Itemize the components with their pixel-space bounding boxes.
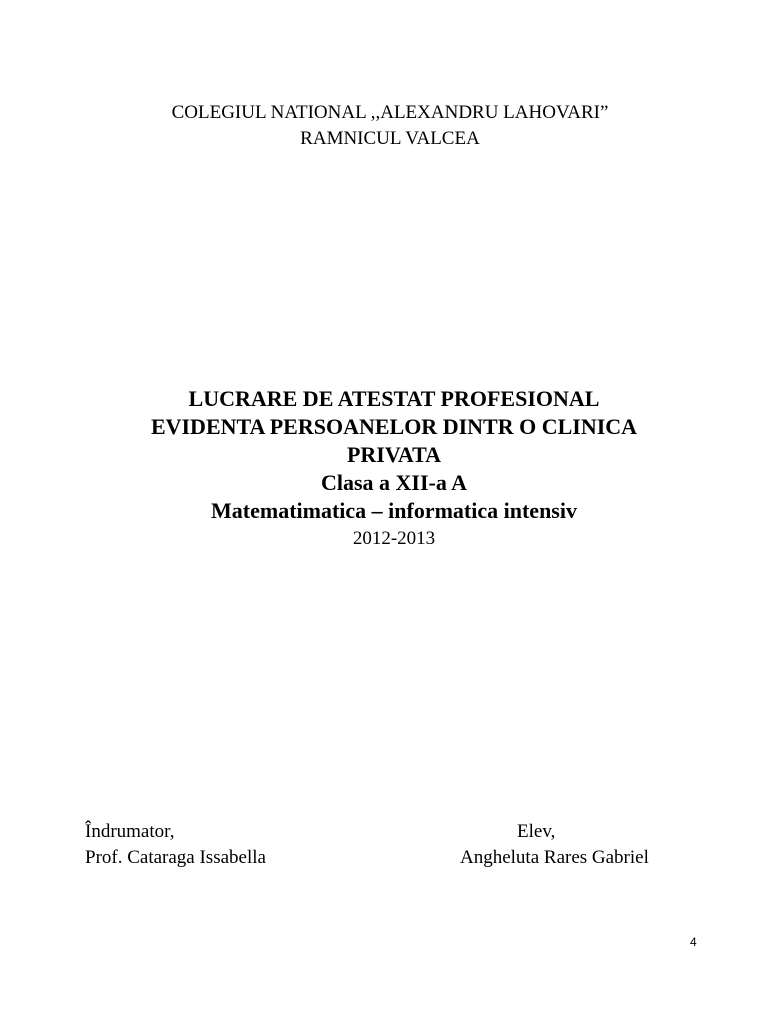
coordinator-signature-block [85,819,266,871]
school-name: COLEGIUL NATIONAL ,,ALEXANDRU LAHOVARI” [171,102,609,123]
student-label: Elev, [517,821,556,842]
institution-header [0,100,768,152]
thesis-title-line-1: EVIDENTA PERSOANELOR DINTR O CLINICA [150,414,638,439]
page-number: 4 [690,935,697,949]
school-year: 2012-2013 [352,528,436,549]
thesis-title-line-2: PRIVATA [346,442,442,467]
student-name: Angheluta Rares Gabriel [460,847,649,868]
coordinator-label: Îndrumator, [85,821,175,842]
thesis-title-block [0,385,768,553]
student-signature-block [460,819,686,871]
thesis-type: LUCRARE DE ATESTAT PROFESIONAL [188,386,600,411]
class-label: Clasa a XII-a A [320,470,468,495]
city-name: RAMNICUL VALCEA [300,128,480,149]
specialization-label: Matematimatica – informatica intensiv [211,498,577,523]
coordinator-name: Prof. Cataraga Issabella [85,847,266,868]
